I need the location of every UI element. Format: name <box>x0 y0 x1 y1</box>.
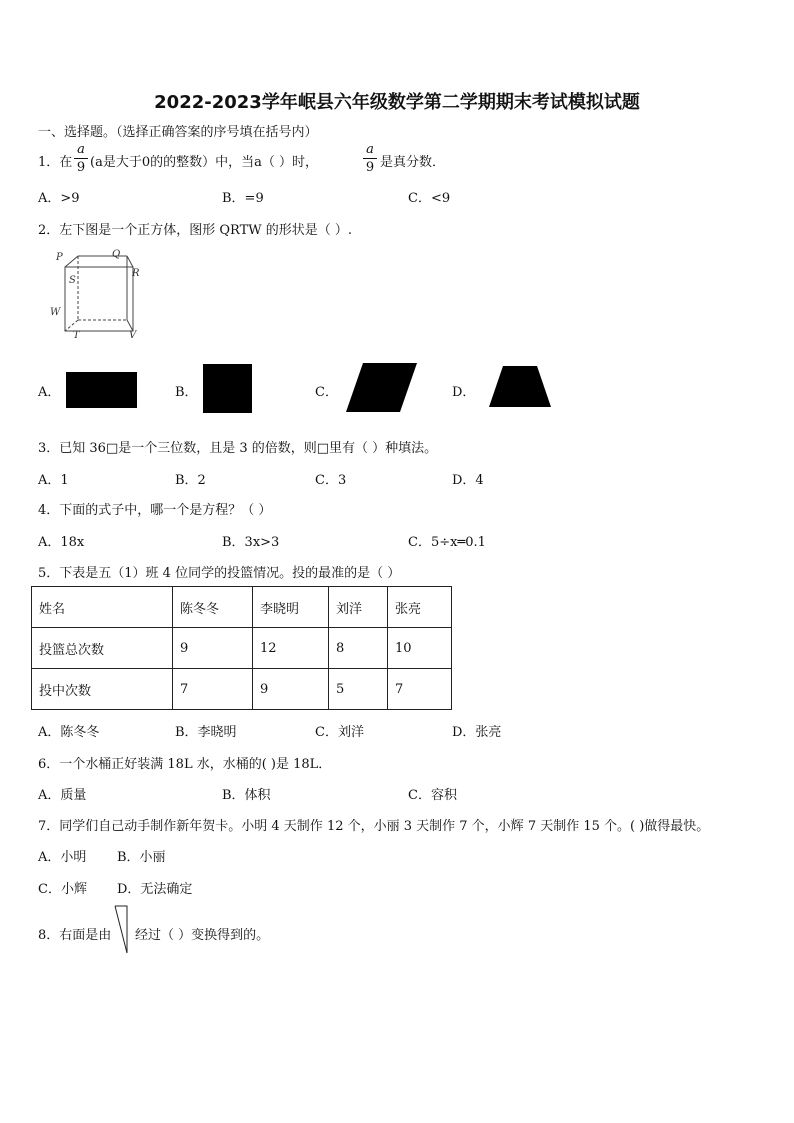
page-title: 2022-2023学年岷县六年级数学第二学期期末考试模拟试题 <box>154 92 640 113</box>
section-heading: 一、选择题。（选择正确答案的序号填在括号内） <box>38 125 318 140</box>
shape-rectangle <box>66 372 138 408</box>
q7-option-c: C．小辉 <box>38 882 87 897</box>
question-6-text: 6．一个水桶正好装满 18L 水，水桶的( )是 18L． <box>38 757 332 772</box>
table-row <box>32 669 452 710</box>
q2-option-c: C． <box>315 385 338 400</box>
question-1-number: 1．在 <box>38 155 73 170</box>
table-cell: 张亮 <box>388 587 452 628</box>
table-cell: 姓名 <box>32 587 173 628</box>
q6-option-c: C．容积 <box>408 788 457 803</box>
q5-option-c: C．刘洋 <box>315 725 364 740</box>
q2-option-d: D． <box>452 385 476 400</box>
table-cell: 5 <box>329 669 388 710</box>
q4-option-b: B．3x>3 <box>222 535 280 550</box>
shape-square <box>203 364 253 414</box>
q5-option-b: B．李晓明 <box>175 725 237 740</box>
q2-option-a: A． <box>38 385 61 400</box>
triangle-figure <box>114 905 130 955</box>
question-8-prefix: 8．右面是由 <box>38 928 112 943</box>
q3-option-b: B．2 <box>175 473 206 488</box>
cube-diagram <box>48 248 168 348</box>
question-1-middle: (a是大于0的的整数）中，当a（ ）时， <box>90 155 318 170</box>
question-4-text: 4．下面的式子中，哪一个是方程？（ ） <box>38 503 272 518</box>
cube-label-s: S <box>69 275 76 286</box>
cube-label-v: V <box>129 330 137 341</box>
question-2-text: 2．左下图是一个正方体，图形 QRTW 的形状是（ ）. <box>38 223 353 238</box>
q4-option-c: C．5÷x═0.1 <box>408 535 486 550</box>
q2-option-b: B． <box>175 385 198 400</box>
cube-label-p: P <box>56 252 63 263</box>
q3-option-d: D．4 <box>452 473 484 488</box>
fraction-numerator: a <box>366 142 374 157</box>
table-row <box>32 628 452 669</box>
q1-option-c: C．<9 <box>408 191 451 206</box>
fraction-a-over-9-second <box>363 142 377 175</box>
table-cell: 李晓明 <box>253 587 329 628</box>
q5-option-a: A．陈冬冬 <box>38 725 100 740</box>
q5-option-d: D．张亮 <box>452 725 502 740</box>
table-cell: 投中次数 <box>32 669 173 710</box>
q1-option-b: B．=9 <box>222 191 264 206</box>
table-cell: 9 <box>253 669 329 710</box>
q1-option-a: A．>9 <box>38 191 80 206</box>
table-row <box>32 587 452 628</box>
cube-label-r: R <box>132 268 140 279</box>
cube-label-t: T <box>73 330 80 341</box>
table-cell: 10 <box>388 628 452 669</box>
question-3-text: 3．已知 36□是一个三位数，且是 3 的倍数，则□里有（ ）种填法。 <box>38 441 438 456</box>
cube-label-w: W <box>50 307 61 318</box>
shape-trapezoid <box>489 366 553 408</box>
q3-option-a: A．1 <box>38 473 69 488</box>
basketball-table <box>31 586 452 710</box>
table-cell: 投篮总次数 <box>32 628 173 669</box>
q6-option-b: B．体积 <box>222 788 271 803</box>
q7-option-b: B．小丽 <box>117 850 166 865</box>
table-cell: 8 <box>329 628 388 669</box>
q4-option-a: A．18x <box>38 535 85 550</box>
question-5-text: 5．下表是五（1）班 4 位同学的投篮情况。投的最准的是（ ） <box>38 566 401 581</box>
table-cell: 9 <box>173 628 253 669</box>
question-8-suffix: 经过（ ）变换得到的。 <box>135 928 270 943</box>
q6-option-a: A．质量 <box>38 788 87 803</box>
cube-label-q: Q <box>112 249 121 260</box>
table-cell: 7 <box>388 669 452 710</box>
table-cell: 7 <box>173 669 253 710</box>
table-cell: 陈冬冬 <box>173 587 253 628</box>
table-cell: 刘洋 <box>329 587 388 628</box>
table-cell: 12 <box>253 628 329 669</box>
q7-option-a: A．小明 <box>38 850 87 865</box>
q7-option-d: D．无法确定 <box>117 882 193 897</box>
fraction-denominator: 9 <box>76 160 86 175</box>
fraction-numerator: a <box>77 142 85 157</box>
fraction-denominator: 9 <box>365 160 375 175</box>
q3-option-c: C．3 <box>315 473 347 488</box>
shape-parallelogram <box>346 363 418 413</box>
fraction-a-over-9 <box>74 142 88 175</box>
question-7-text: 7．同学们自己动手制作新年贺卡。小明 4 天制作 12 个，小丽 3 天制作 7 个，小辉 7 天制作 15 个。( )做得最快。 <box>38 819 710 834</box>
question-1-tail: 是真分数． <box>380 155 446 170</box>
